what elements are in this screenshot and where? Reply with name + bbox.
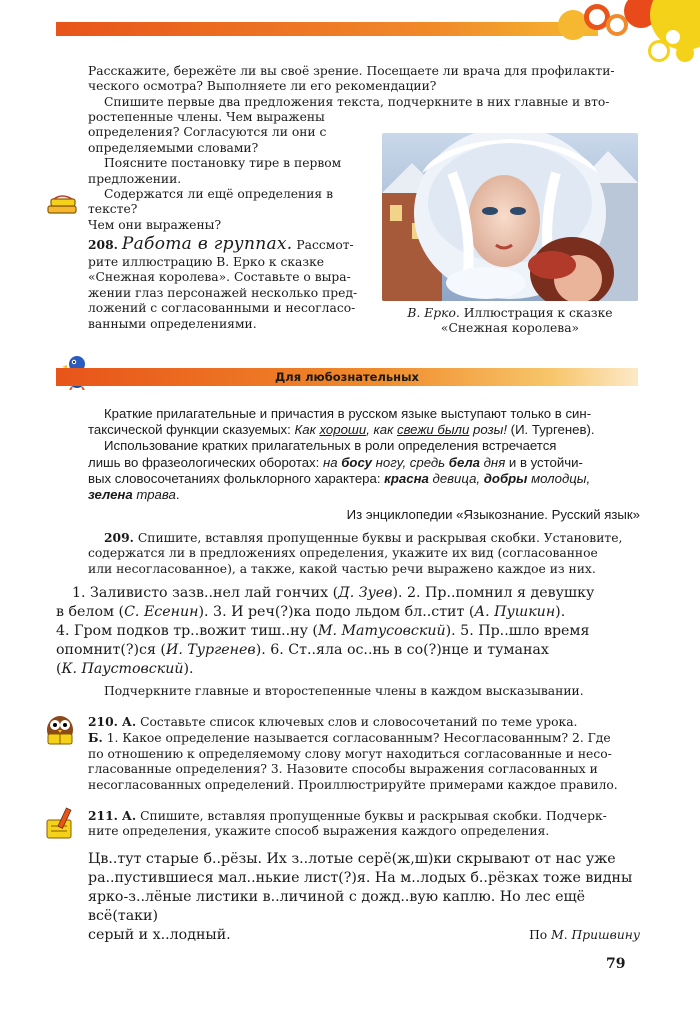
- exercise-211-text: Цв..тут старые б..рёзы. Их з..лотые серё(ж,ш)ки скрывают от нас уже ра..пустившиеся мал..нькие лист(?)я. На м..лодых б..рёзках тоже видны ярко-з..лёные листики в..личиной с дожд..вую каплю. Но лес ещё всё(таки) серый и х..лодный.: [88, 851, 633, 943]
- exercise-209-sentences: 1. Заливисто зазв..нел лай гончих (Д. Зуев). 2. Пр..помнил я девушку в белом (С. Есенин). 3. И реч(?)ка подо льдом бл..стит (А. Пушкин). 4. Гром подков тр..вожит тиш..ну (М. Матусовский). 5. Пр..шло время опомнит(?)ся (И. Тургенев). 6. Ст..яла ос..нь в со(?)нце и туманах (К. Паустовский).: [56, 585, 595, 677]
- exercise-211-source: По М. Пришвину: [529, 928, 640, 942]
- books-icon: [46, 194, 80, 216]
- illustration-caption: В. Ерко. Иллюстрация к сказке «Снежная королева»: [407, 306, 613, 336]
- curious-source: Из энциклопедии «Языкознание. Русский язык»: [346, 507, 640, 523]
- exercise-208: 208. Работа в группах. Рассмот- рите иллюстрацию В. Ерко к сказке «Снежная королева». Составьте о выра- жении глаз персонажей несколько пред- ложений с согласованными и несогласо- ванными определениями.: [88, 234, 358, 331]
- exercise-210: 210. А. Составьте список ключевых слов и словосочетаний по теме урока. Б. 1. Какое определение называется согласованным? Несогласованным? 2. Где по отношению к определяемому слову могут находиться согласованные и несо- гласованные определения? 3. Назовите способы выражения согласованных и несогласованных определений. Проиллюстрируйте примерами каждое правило.: [88, 714, 618, 792]
- curious-text: Краткие прилагательные и причастия в русском языке выступают только в син- таксической функции сказуемых: Как хороши, как свежи были розы! (И. Тургенев). Использование кратких прилагательных в роли определения встречается лишь во фразеологических оборотах: на босу ногу, средь бела дня и в устойчи- вых словосочетаниях фольклорного характера: красна девица, добры молодцы, зелена трава. Из энциклопедии «Языкознание. Русский язык»: [88, 406, 640, 523]
- snow-queen-illustration: [382, 133, 638, 301]
- pencil-writing-icon: [44, 806, 76, 840]
- group-work-title: Работа в группах.: [121, 234, 293, 254]
- top-decorative-bar: [56, 22, 598, 36]
- page-number: 79: [606, 956, 626, 972]
- for-the-curious-header: Для любознательных: [56, 368, 638, 386]
- questions-top: Расскажите, бережёте ли вы своё зрение. Посещаете ли врача для профилакти- ческого осмотра? Выполняете ли его рекомендации? Спишите первые два предложения текста, подчеркните в них главные и вто-: [88, 64, 615, 109]
- questions-left: ростепенные члены. Чем выражены определения? Согласуются ли они с определяемыми словами? Поясните постановку тире в первом предложении. Содержатся ли ещё определения в тексте? Чем они выражены?: [88, 110, 342, 232]
- exercise-209-task: Подчеркните главные и второстепенные члены в каждом высказывании.: [104, 684, 584, 698]
- owl-reading-icon: [44, 712, 76, 746]
- exercise-209: 209. Спишите, вставляя пропущенные буквы и раскрывая скобки. Установите, содержатся ли в предложениях определения, укажите их вид (согласованное или несогласованное), а также, какой частью речи выражено каждое из них.: [88, 530, 623, 576]
- exercise-211: 211. А. Спишите, вставляя пропущенные буквы и раскрывая скобки. Подчерк- ните определения, укажите способ выражения каждого определения.: [88, 808, 607, 839]
